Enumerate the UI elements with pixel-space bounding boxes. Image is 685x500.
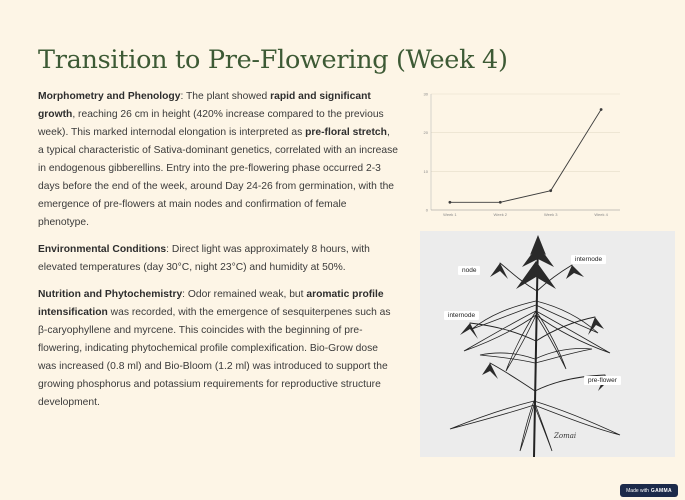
series-line (450, 109, 601, 202)
x-tick-label: Week 1 (443, 212, 457, 217)
text-run: : The plant showed (180, 91, 271, 102)
data-point (600, 108, 603, 111)
badge-prefix: Made with (626, 487, 649, 494)
data-point (449, 201, 452, 204)
text-run: was recorded, with the emergence of sesquiterpenes such as β-caryophyllene and myrcene. This coincides with the beginning of pre-flowering, indicating phytochemical profile complexification. Bio-Grow dose was increased (0.8 ml) and Bio-Bloom (1.2 ml) was introduced to support the growing phosphorus and potassium requirements for reproductive structure development. (38, 307, 391, 408)
slide-title: Transition to Pre-Flowering (Week 4) (38, 45, 508, 76)
label-pre-flower: pre-flower (584, 376, 621, 385)
label-internode-top: internode (571, 255, 606, 264)
paragraph-morphometry (38, 88, 398, 232)
y-tick-label: 0 (425, 207, 428, 213)
plant-illustration (420, 231, 675, 457)
data-point (549, 189, 552, 192)
y-tick-label: 30 (423, 91, 428, 97)
x-tick-label: Week 2 (493, 212, 508, 217)
y-tick-label: 10 (423, 168, 428, 174)
bold-run: pre-floral stretch (305, 127, 387, 138)
heading-nutrition: Nutrition and Phytochemistry (38, 289, 183, 300)
body-text (38, 88, 398, 421)
text-run: , a typical characteristic of Sativa-dominant genetics, correlated with an increase in endogenous gibberellins. Entry into the pre-flowering phase occurred 2-3 days before the end of the week, around Day 24-26 from germination, with the emergence of pre-flowers at main nodes and confirmation of female phenotype. (38, 127, 398, 228)
cannabis-plant-drawing (420, 231, 675, 457)
label-internode-mid: internode (444, 311, 479, 320)
text-run: , reaching 26 cm in height (420% increase compared to the previous week). This marked internodal elongation is interpreted as (38, 109, 384, 138)
growth-line-chart (415, 88, 625, 223)
x-tick-label: Week 4 (594, 212, 608, 217)
heading-morphometry: Morphometry and Phenology (38, 91, 181, 102)
made-with-gamma-badge[interactable] (620, 484, 678, 497)
paragraph-nutrition (38, 286, 398, 412)
text-run: : Direct light was approximately 8 hours, with elevated temperatures (day 30°C, night 23°C) and humidity at 50%. (38, 244, 370, 273)
heading-environment: Environmental Conditions (38, 244, 167, 255)
label-node: node (458, 266, 480, 275)
x-tick-label: Week 3 (543, 212, 558, 217)
bold-run: rapid and significant growth (38, 91, 371, 120)
paragraph-environment (38, 241, 398, 277)
gamma-logo-text: GAMMA (650, 487, 672, 494)
artist-signature: Zomai (554, 432, 577, 440)
data-point (499, 201, 502, 204)
y-tick-label: 20 (423, 130, 428, 136)
bold-run: aromatic profile intensification (38, 289, 384, 318)
text-run: : Odor remained weak, but (182, 289, 307, 300)
